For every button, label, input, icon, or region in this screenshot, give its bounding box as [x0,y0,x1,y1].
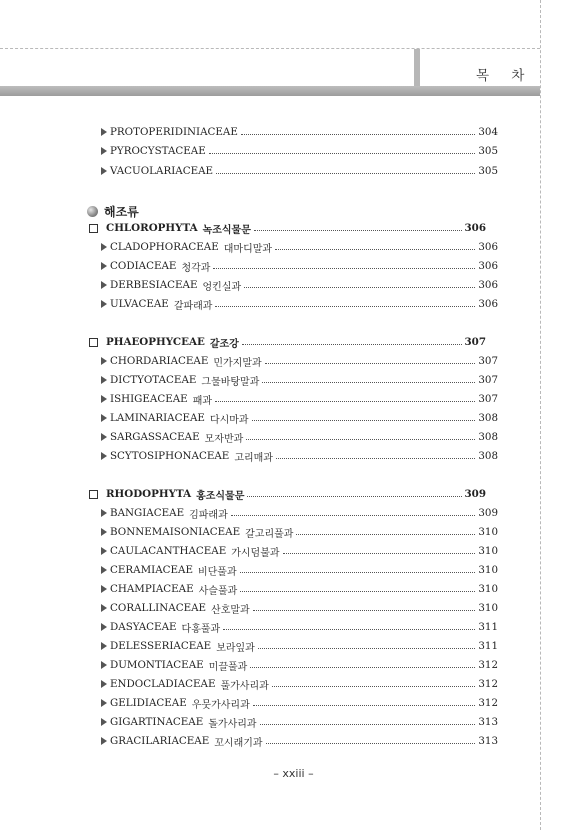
dot-leader [252,414,476,421]
triangle-bullet-icon [101,376,107,384]
entry-page-number: 313 [478,716,498,728]
entry-latin-name: ULVACEAE [110,298,169,310]
triangle-bullet-icon [101,718,107,726]
entry-korean-name: 김파래과 [189,509,228,521]
toc-entry-row[interactable] [101,695,498,711]
triangle-bullet-icon [101,566,107,574]
toc-entry-row[interactable] [101,619,498,635]
entry-page-number: 309 [464,488,486,500]
entry-latin-name: CHLOROPHYTA [106,222,198,234]
entry-korean-name: 산호말과 [211,604,250,616]
entry-korean-name: 갈고리풀과 [245,528,294,540]
toc-entry-row[interactable] [101,353,498,369]
entry-korean-name: 가시덤불과 [231,547,280,559]
triangle-bullet-icon [101,281,107,289]
triangle-bullet-icon [101,433,107,441]
toc-entry-row[interactable] [101,600,498,616]
triangle-bullet-icon [101,452,107,460]
page-title: 목 차 [476,68,534,84]
toc-entry-row[interactable] [101,124,498,140]
entry-page-number: 306 [478,241,498,253]
toc-entry-row[interactable] [101,372,498,388]
toc-entry-row[interactable] [101,143,498,159]
entry-page-number: 307 [464,336,486,348]
triangle-bullet-icon [101,547,107,555]
toc-entry-row[interactable] [101,524,498,540]
toc-entry-row[interactable] [101,410,498,426]
dot-leader [242,338,462,345]
square-bullet-icon [89,338,98,347]
entry-page-number: 313 [478,735,498,747]
toc-group-row[interactable] [89,486,486,502]
triangle-bullet-icon [101,528,107,536]
triangle-bullet-icon [101,243,107,251]
triangle-bullet-icon [101,642,107,650]
triangle-bullet-icon [101,128,107,136]
toc-entry-row[interactable] [101,543,498,559]
entry-korean-name: 고리매과 [234,452,273,464]
entry-page-number: 312 [478,697,498,709]
toc-entry-row[interactable] [101,505,498,521]
dot-leader [231,509,476,516]
dot-leader [240,566,476,573]
entry-korean-name: 갈조강 [209,338,239,350]
dot-leader [240,585,475,592]
triangle-bullet-icon [101,585,107,593]
entry-page-number: 311 [478,621,498,633]
dot-leader [262,376,475,383]
entry-latin-name: CERAMIACEAE [110,564,193,576]
triangle-bullet-icon [101,680,107,688]
entry-latin-name: BANGIACEAE [110,507,185,519]
entry-latin-name: RHODOPHYTA [106,488,192,500]
triangle-bullet-icon [101,262,107,270]
dot-leader [209,147,476,154]
entry-page-number: 306 [464,222,486,234]
dot-leader [258,642,476,649]
entry-latin-name: DICTYOTACEAE [110,374,197,386]
toc-entry-row[interactable] [101,657,498,673]
entry-page-number: 310 [478,564,498,576]
entry-page-number: 310 [478,526,498,538]
toc-entry-row[interactable] [101,163,498,179]
dot-leader [296,528,475,535]
entry-page-number: 307 [478,355,498,367]
entry-korean-name: 비단풀과 [197,566,237,578]
entry-page-number: 310 [478,545,498,557]
entry-latin-name: DASYACEAE [110,621,177,633]
entry-korean-name: 민가지말과 [213,357,262,369]
entry-latin-name: PYROCYSTACEAE [110,145,206,157]
dot-leader [260,718,476,725]
section-heading-seaweed [87,203,139,219]
entry-korean-name: 청각과 [181,262,211,274]
dot-leader [216,167,475,174]
dot-leader [215,300,475,307]
entry-page-number: 305 [478,145,498,157]
dot-leader [241,128,475,135]
entry-latin-name: GIGARTINACEAE [110,716,204,728]
entry-latin-name: CHAMPIACEAE [110,583,194,595]
entry-latin-name: CHORDARIACEAE [110,355,209,367]
triangle-bullet-icon [101,167,107,175]
entry-page-number: 309 [478,507,498,519]
entry-latin-name: SARGASSACEAE [110,431,200,443]
dot-leader [283,547,476,554]
entry-latin-name: GRACILARIACEAE [110,735,210,747]
triangle-bullet-icon [101,509,107,517]
entry-latin-name: PHAEOPHYCEAE [106,336,205,348]
entry-korean-name: 우뭇가사리과 [191,699,250,711]
entry-latin-name: CORALLINACEAE [110,602,207,614]
dot-leader [223,623,475,630]
entry-latin-name: CODIACEAE [110,260,177,272]
toc-entry-row[interactable] [101,638,498,654]
toc-entry-row[interactable] [101,676,498,692]
toc-entry-row[interactable] [101,714,498,730]
section-heading-label: 해조류 [104,204,139,219]
entry-page-number: 308 [478,412,498,424]
triangle-bullet-icon [101,414,107,422]
entry-korean-name: 돌가사리과 [208,718,257,730]
entry-latin-name: SCYTOSIPHONACEAE [110,450,230,462]
dot-leader [246,433,475,440]
dot-leader [253,604,476,611]
entry-page-number: 306 [478,298,498,310]
entry-korean-name: 꼬시래기과 [214,737,263,749]
entry-korean-name: 녹조식물문 [202,224,251,236]
toc-entry-row[interactable] [101,448,498,464]
right-dashed-rule [540,0,541,830]
entry-korean-name: 사슬풀과 [198,585,238,597]
entry-latin-name: DERBESIACEAE [110,279,198,291]
header-bar [0,86,540,96]
square-bullet-icon [89,490,98,499]
entry-korean-name: 엉킨실과 [202,281,242,293]
triangle-bullet-icon [101,395,107,403]
entry-korean-name: 갈파래과 [173,300,213,312]
toc-entry-row[interactable] [101,562,498,578]
entry-latin-name: CAULACANTHACEAE [110,545,227,557]
entry-page-number: 312 [478,678,498,690]
entry-latin-name: GELIDIACEAE [110,697,187,709]
entry-korean-name: 대마디말과 [223,243,273,255]
entry-korean-name: 다시마과 [209,414,249,426]
entry-latin-name: BONNEMAISONIACEAE [110,526,241,538]
triangle-bullet-icon [101,147,107,155]
toc-entry-row[interactable] [101,733,498,749]
triangle-bullet-icon [101,661,107,669]
toc-group-row[interactable] [89,334,486,350]
triangle-bullet-icon [101,357,107,365]
triangle-bullet-icon [101,623,107,631]
entry-latin-name: VACUOLARIACEAE [110,165,214,177]
toc-entry-row[interactable] [101,581,498,597]
header-tab-divider [414,49,420,87]
entry-page-number: 304 [478,126,498,138]
entry-latin-name: DUMONTIACEAE [110,659,204,671]
circle-bullet-icon [87,206,98,217]
dot-leader [265,357,476,364]
entry-korean-name: 미끌풀과 [208,661,248,673]
entry-korean-name: 패과 [192,395,213,407]
dot-leader [276,452,475,459]
square-bullet-icon [89,224,98,233]
page-number-footer: – xxiii – [273,767,314,780]
entry-korean-name: 다홍풀과 [181,623,221,635]
top-dashed-rule [0,48,540,49]
triangle-bullet-icon [101,699,107,707]
dot-leader [253,699,476,706]
entry-korean-name: 홍조식물문 [196,490,245,502]
entry-page-number: 312 [478,659,498,671]
dot-leader [254,224,462,231]
entry-latin-name: CLADOPHORACEAE [110,241,219,253]
entry-latin-name: LAMINARIACEAE [110,412,205,424]
entry-page-number: 307 [478,374,498,386]
toc-entry-row[interactable] [101,391,498,407]
dot-leader [213,262,475,269]
entry-page-number: 310 [478,602,498,614]
toc-entry-row[interactable] [101,277,498,293]
entry-page-number: 311 [478,640,498,652]
dot-leader [275,243,475,250]
toc-group-row[interactable] [89,220,486,236]
dot-leader [215,395,475,402]
toc-entry-row[interactable] [101,258,498,274]
triangle-bullet-icon [101,737,107,745]
entry-page-number: 308 [478,431,498,443]
dot-leader [244,281,475,288]
entry-page-number: 305 [478,165,498,177]
entry-latin-name: PROTOPERIDINIACEAE [110,126,238,138]
dot-leader [272,680,476,687]
entry-korean-name: 풀가사리과 [220,680,269,692]
toc-entry-row[interactable] [101,429,498,445]
entry-page-number: 308 [478,450,498,462]
entry-page-number: 306 [478,260,498,272]
entry-page-number: 307 [478,393,498,405]
dot-leader [266,737,476,744]
entry-latin-name: ENDOCLADIACEAE [110,678,216,690]
entry-korean-name: 보라잎과 [216,642,255,654]
entry-page-number: 306 [478,279,498,291]
entry-korean-name: 그물바탕말과 [201,376,260,388]
entry-latin-name: ISHIGEACEAE [110,393,188,405]
dot-leader [247,490,461,497]
toc-entry-row[interactable] [101,239,498,255]
entry-page-number: 310 [478,583,498,595]
triangle-bullet-icon [101,300,107,308]
toc-entry-row[interactable] [101,296,498,312]
dot-leader [250,661,475,668]
entry-korean-name: 모자반과 [204,433,244,445]
entry-latin-name: DELESSERIACEAE [110,640,212,652]
triangle-bullet-icon [101,604,107,612]
